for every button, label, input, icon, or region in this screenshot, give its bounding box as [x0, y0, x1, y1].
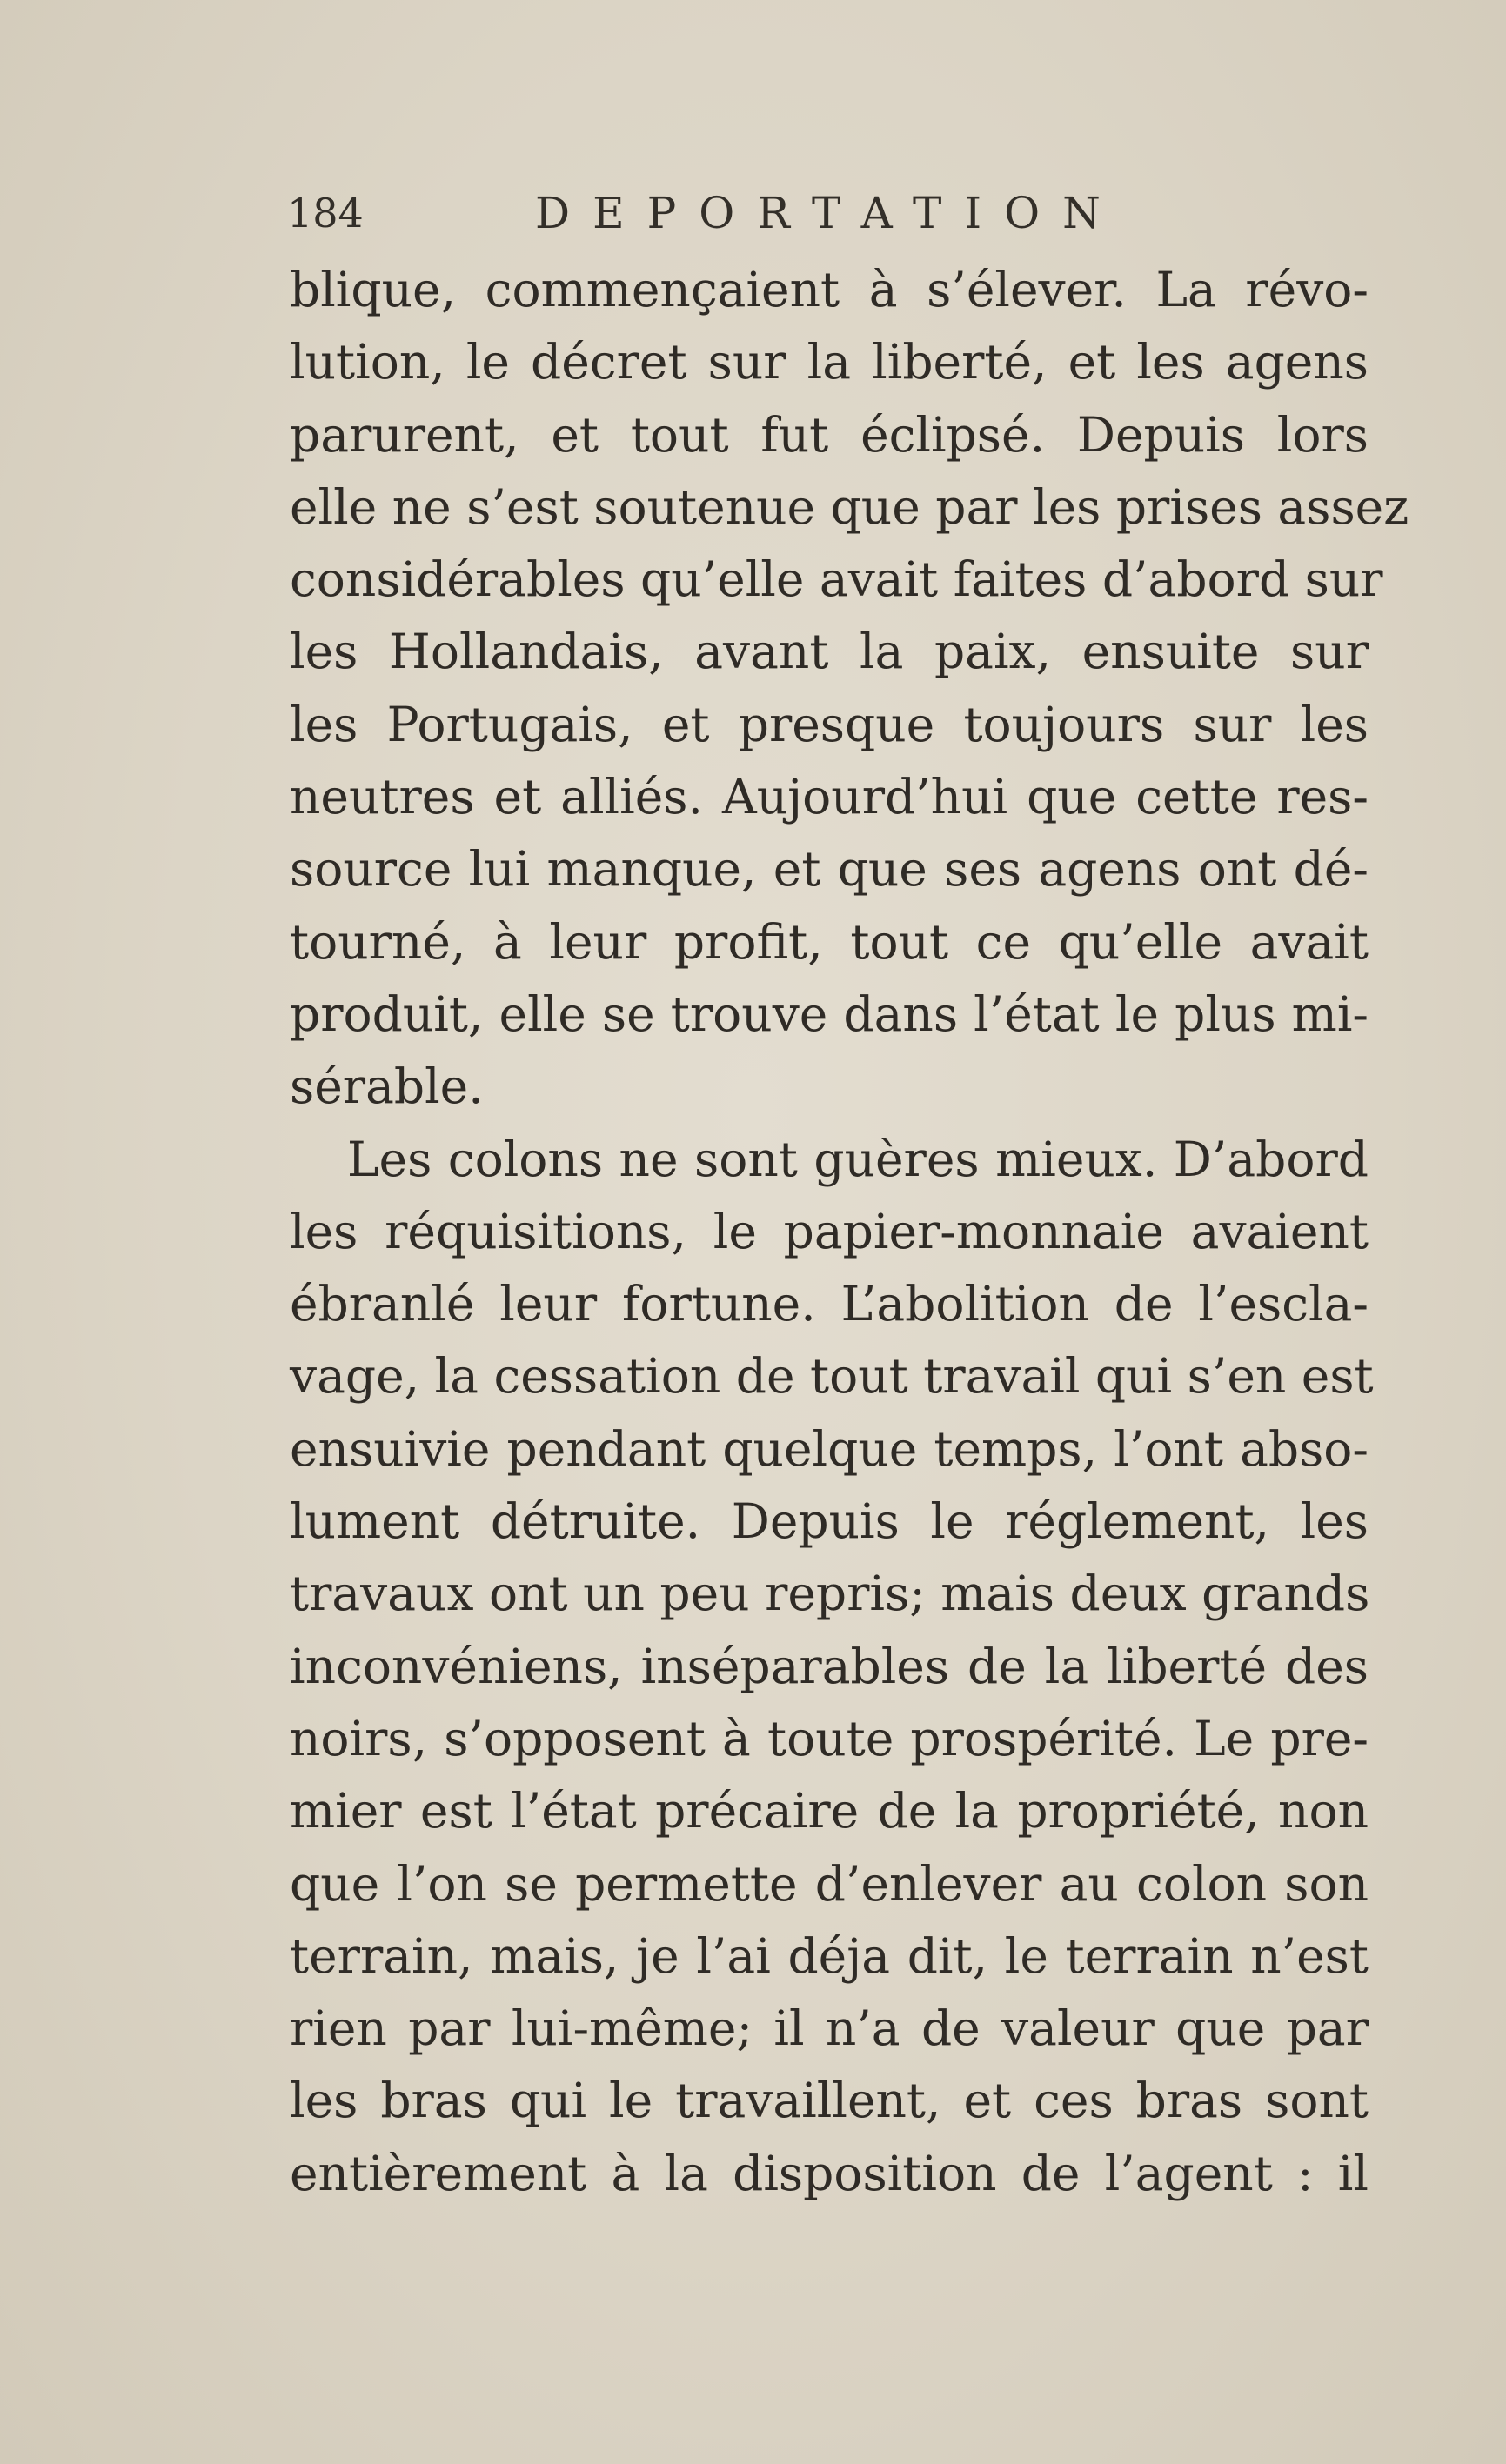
text-line: considérables qu’elle avait faites d’abord sur [290, 551, 1383, 608]
text-line: entièrement à la disposition de l’agent : il [290, 2145, 1369, 2201]
body-text [290, 254, 1409, 2210]
text-line: lution, le décret sur la liberté, et les agens [290, 334, 1369, 391]
page-number: 184 [287, 190, 364, 237]
page-header [287, 183, 1157, 244]
text-line: inconvéniens, inséparables de la liberté des [290, 1638, 1369, 1694]
text-line: que l’on se permette d’enlever au colon son [290, 1855, 1369, 1912]
text-line: sérable. [290, 1058, 484, 1115]
text-line: Les colons ne sont guères mieux. D’abord [347, 1131, 1369, 1187]
text-line: ébranlé leur fortune. L’abolition de l’escla- [290, 1276, 1369, 1332]
text-line: terrain, mais, je l’ai déja dit, le terrain n’est [290, 1927, 1369, 1984]
text-line: neutres et alliés. Aujourd’hui que cette res- [290, 769, 1369, 825]
text-line: les bras qui le travaillent, et ces bras sont [290, 2073, 1369, 2129]
text-line: les Portugais, et presque toujours sur les [290, 696, 1369, 752]
text-line: blique, commençaient à s’élever. La révo- [290, 262, 1369, 317]
text-line: mier est l’état précaire de la propriété, non [290, 1783, 1369, 1840]
running-head: DEPORTATION [535, 188, 1123, 238]
text-line: les réquisitions, le papier-monnaie avaient [290, 1203, 1369, 1259]
text-line: source lui manque, et que ses agens ont dé- [290, 841, 1369, 898]
text-line: vage, la cessation de tout travail qui s’en est [290, 1348, 1374, 1405]
text-line: noirs, s’opposent à toute prospérité. Le pre- [290, 1710, 1369, 1766]
text-line: tourné, à leur profit, tout ce qu’elle avait [290, 913, 1369, 970]
text-line: les Hollandais, avant la paix, ensuite sur [290, 624, 1369, 680]
text-line: produit, elle se trouve dans l’état le plus mi- [290, 985, 1369, 1042]
text-line: rien par lui-même; il n’a de valeur que par [290, 2000, 1369, 2057]
text-line: elle ne s’est soutenue que par les prises assez [290, 478, 1409, 535]
text-line: ensuivie pendant quelque temps, l’ont abso- [290, 1420, 1369, 1477]
text-line: lument détruite. Depuis le réglement, les [290, 1493, 1369, 1550]
text-line: travaux ont un peu repris; mais deux grands [290, 1566, 1370, 1622]
text-line: parurent, et tout fut éclipsé. Depuis lors [290, 406, 1369, 463]
